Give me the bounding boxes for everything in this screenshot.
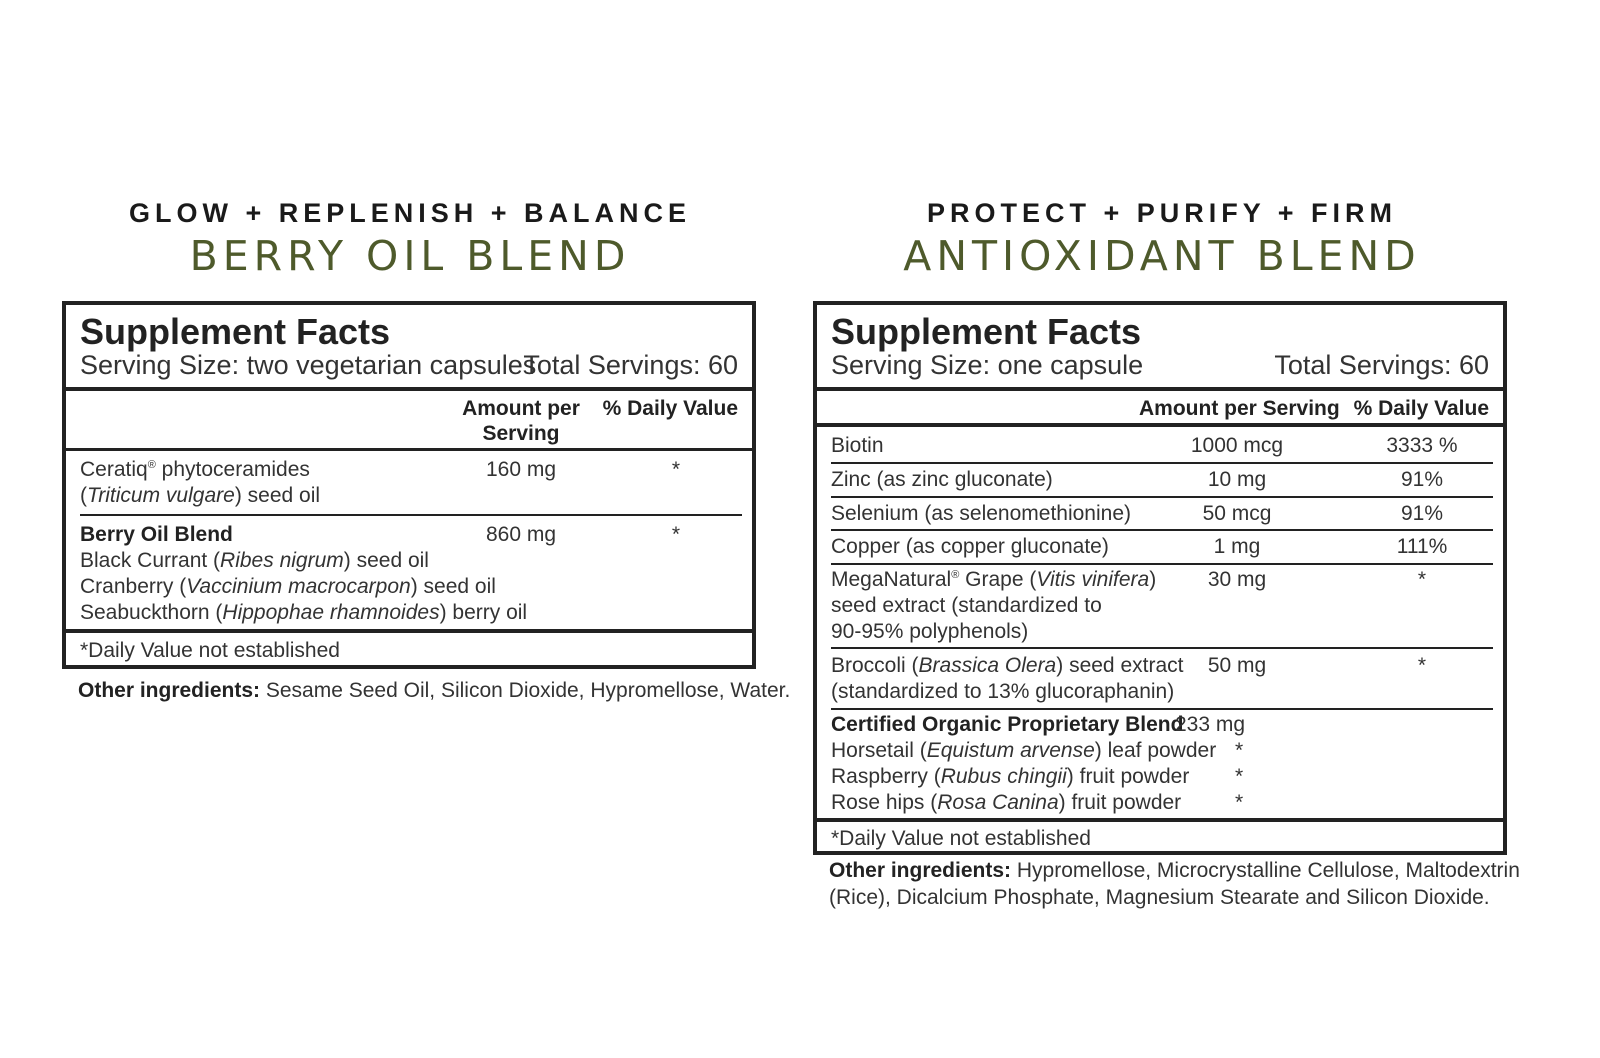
- right-divider-footnote: [817, 818, 1503, 822]
- left-row1-dv: *: [671, 458, 681, 481]
- left-footnote: *Daily Value not established: [80, 639, 340, 662]
- left-divider-header: [66, 448, 752, 451]
- right-row-name: Selenium (as selenomethionine): [831, 502, 1131, 525]
- right-row-amount: 50 mcg: [1202, 502, 1272, 525]
- left-row1-name-line2: (Triticum vulgare) seed oil: [80, 484, 321, 507]
- right-divider-header: [817, 423, 1503, 427]
- right-blend-sub-mark: *: [1235, 791, 1244, 814]
- left-serving-size: Serving Size: two vegetarian capsules: [80, 350, 537, 380]
- right-footnote: *Daily Value not established: [831, 827, 1091, 850]
- right-row-amount: 1000 mcg: [1190, 434, 1284, 457]
- left-header-amount: [451, 396, 591, 446]
- right-row-dv: 91%: [1400, 502, 1444, 525]
- left-facts-title: Supplement Facts: [80, 311, 391, 352]
- left-total-servings: Total Servings: 60: [523, 350, 738, 380]
- right-total-servings: Total Servings: 60: [1274, 350, 1489, 380]
- right-grape-amount: 30 mg: [1207, 568, 1267, 591]
- right-blend-sub-mark: *: [1235, 765, 1244, 788]
- right-blend-name: Certified Organic Proprietary Blend: [831, 713, 1184, 736]
- right-other-ingredients: [829, 858, 1520, 883]
- right-row-amount: 10 mg: [1207, 468, 1267, 491]
- right-blend-sub-mark: *: [1235, 739, 1244, 762]
- right-row-divider: [831, 496, 1493, 498]
- left-other-label: Other ingredients:: [78, 679, 261, 702]
- left-eyebrow: GLOW + REPLENISH + BALANCE: [128, 198, 692, 228]
- right-row-divider: [831, 462, 1493, 464]
- right-row-name: Copper (as copper gluconate): [831, 535, 1109, 558]
- right-grape-line3: 90-95% polyphenols): [831, 620, 1029, 643]
- list-item: Cranberry (Vaccinium macrocarpon) seed oil: [80, 575, 496, 598]
- right-grape-line2: seed extract (standardized to: [831, 594, 1102, 617]
- right-broccoli-line2: (standardized to 13% glucoraphanin): [831, 680, 1175, 703]
- right-row-divider: [831, 529, 1493, 531]
- right-divider-thick: [817, 387, 1503, 391]
- left-divider-thick: [66, 387, 752, 391]
- right-row-dv: 111%: [1396, 535, 1448, 558]
- right-other-label: Other ingredients:: [829, 859, 1012, 882]
- left-header-amount-line2: Serving: [482, 422, 560, 446]
- right-other-ingredients-line2: (Rice), Dicalcium Phosphate, Magnesium Stearate and Silicon Dioxide.: [829, 886, 1490, 909]
- right-broccoli-amount: 50 mg: [1207, 654, 1267, 677]
- left-row1-name: Ceratiq® phytoceramides: [80, 458, 310, 481]
- right-header-amount: Amount per Serving: [1139, 397, 1340, 420]
- left-row2-amount: 860 mg: [485, 523, 557, 546]
- right-row-dv: 3333 %: [1386, 434, 1458, 457]
- list-item: Seabuckthorn (Hippophae rhamnoides) berry oil: [80, 601, 528, 624]
- right-broccoli-dv: *: [1417, 654, 1427, 677]
- right-row-divider: [831, 563, 1493, 565]
- left-header-amount-line1: Amount per: [462, 397, 580, 420]
- right-supplement-facts-panel: [813, 301, 1507, 855]
- left-supplement-facts-panel: [62, 301, 756, 669]
- list-item: Raspberry (Rubus chingii) fruit powder: [831, 765, 1190, 788]
- right-broccoli-name: Broccoli (Brassica Olera) seed extract: [831, 654, 1184, 677]
- list-item: Horsetail (Equistum arvense) leaf powder: [831, 739, 1217, 762]
- left-blend-title: BERRY OIL BLEND: [189, 232, 631, 280]
- list-item: Black Currant (Ribes nigrum) seed oil: [80, 549, 429, 572]
- right-row-divider: [831, 647, 1493, 649]
- right-row-name: Biotin: [831, 434, 884, 457]
- left-other-text: Sesame Seed Oil, Silicon Dioxide, Hypromellose, Water.: [260, 679, 791, 702]
- left-row-divider: [80, 514, 742, 516]
- right-eyebrow: PROTECT + PURIFY + FIRM: [926, 198, 1398, 228]
- right-row-name: Zinc (as zinc gluconate): [831, 468, 1053, 491]
- left-other-ingredients: [78, 678, 790, 703]
- right-blend-amount: 233 mg: [1175, 713, 1246, 736]
- right-serving-size: Serving Size: one capsule: [831, 350, 1144, 380]
- left-header-dv: % Daily Value: [602, 397, 738, 420]
- left-divider-footnote: [66, 629, 752, 633]
- right-other-line1: Hypromellose, Microcrystalline Cellulose, Maltodextrin: [1011, 859, 1520, 882]
- right-header-dv: % Daily Value: [1353, 397, 1489, 420]
- left-row1-amount: 160 mg: [485, 458, 557, 481]
- right-grape-dv: *: [1417, 568, 1427, 591]
- right-grape-name: MegaNatural® Grape (Vitis vinifera): [831, 568, 1157, 591]
- left-row2-name: Berry Oil Blend: [80, 523, 233, 546]
- left-row2-dv: *: [671, 523, 681, 546]
- right-row-dv: 91%: [1400, 468, 1444, 491]
- right-blend-title: ANTIOXIDANT BLEND: [903, 232, 1421, 280]
- list-item: Rose hips (Rosa Canina) fruit powder: [831, 791, 1182, 814]
- right-row-divider: [831, 708, 1493, 710]
- right-row-amount: 1 mg: [1213, 535, 1261, 558]
- right-facts-title: Supplement Facts: [831, 311, 1142, 352]
